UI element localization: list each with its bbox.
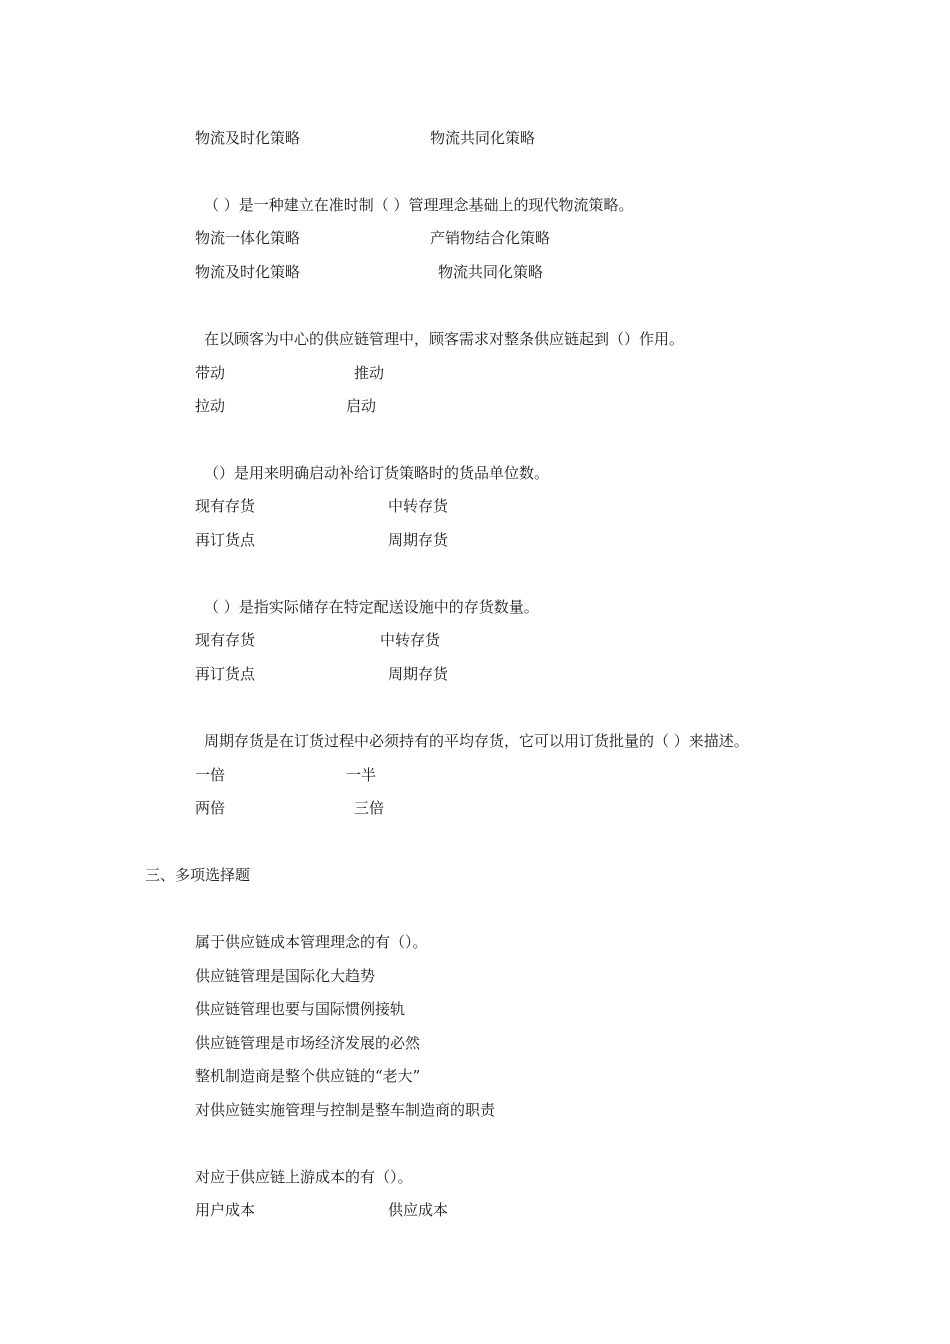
option-a: 一倍 [195, 766, 226, 784]
prev-option-d: 物流共同化策略 [430, 129, 536, 147]
option-1: 供应链管理是国际化大趋势 [195, 967, 376, 985]
option-a: 带动 [195, 364, 226, 382]
option-b: 供应成本 [388, 1201, 449, 1219]
option-b: 中转存货 [388, 497, 449, 515]
option-c: 物流及时化策略 [195, 263, 301, 281]
question-stem: （ ）是一种建立在准时制（ ）管理理念基础上的现代物流策略。 [204, 196, 634, 214]
question-stem: （ ）是指实际储存在特定配送设施中的存货数量。 [204, 598, 539, 616]
option-b: 一半 [346, 766, 377, 784]
option-c: 两倍 [195, 799, 226, 817]
question-stem: 周期存货是在订货过程中必须持有的平均存货，它可以用订货批量的（ ）来描述。 [204, 732, 749, 750]
option-b: 产销物结合化策略 [430, 229, 551, 247]
option-d: 周期存货 [388, 531, 449, 549]
option-3: 供应链管理是市场经济发展的必然 [195, 1034, 421, 1052]
option-a: 现有存货 [195, 631, 256, 649]
question-stem: 属于供应链成本管理理念的有（）。 [195, 933, 428, 951]
option-c: 拉动 [195, 397, 226, 415]
option-a: 现有存货 [195, 497, 256, 515]
option-c: 再订货点 [195, 531, 256, 549]
option-d: 三倍 [354, 799, 385, 817]
question-stem: （）是用来明确启动补给订货策略时的货品单位数。 [204, 464, 550, 482]
option-d: 周期存货 [388, 665, 449, 683]
option-5: 对供应链实施管理与控制是整车制造商的职责 [195, 1101, 496, 1119]
option-b: 中转存货 [380, 631, 441, 649]
option-d: 启动 [346, 397, 377, 415]
question-stem: 对应于供应链上游成本的有（）。 [195, 1168, 413, 1186]
option-4: 整机制造商是整个供应链的“老大” [195, 1067, 421, 1085]
option-a: 用户成本 [195, 1201, 256, 1219]
option-b: 推动 [354, 364, 385, 382]
option-2: 供应链管理也要与国际惯例接轨 [195, 1000, 406, 1018]
question-stem: 在以顾客为中心的供应链管理中，顾客需求对整条供应链起到（）作用。 [204, 330, 685, 348]
prev-option-c: 物流及时化策略 [195, 129, 301, 147]
option-c: 再订货点 [195, 665, 256, 683]
section-heading: 三、多项选择题 [145, 866, 251, 884]
option-d: 物流共同化策略 [438, 263, 544, 281]
option-a: 物流一体化策略 [195, 229, 301, 247]
